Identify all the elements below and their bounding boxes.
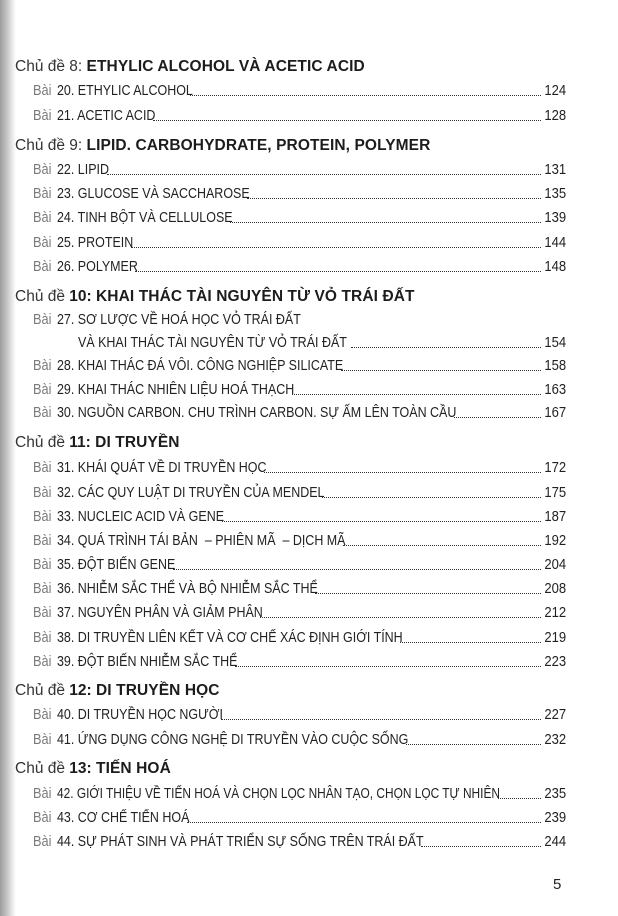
lesson-page: 239 <box>544 810 566 826</box>
lesson-prefix: Bài <box>33 259 52 275</box>
lesson-title: 36. NHIỄM SẮC THỂ VÀ BỘ NHIỄM SẮC THỂ <box>57 581 318 597</box>
leader-dots <box>247 198 541 199</box>
lesson-title: 32. CÁC QUY LUẬT DI TRUYỀN CỦA MENDEL <box>57 485 325 501</box>
section-number: 8: <box>69 58 83 75</box>
lesson-title: 24. TINH BỘT VÀ CELLULOSE <box>57 210 233 226</box>
toc-entry[interactable] <box>33 184 566 204</box>
lesson-page: 235 <box>544 786 566 802</box>
section-number: 9: <box>69 137 83 154</box>
lesson-page: 148 <box>544 259 566 275</box>
lesson-prefix: Bài <box>33 405 52 421</box>
lesson-title: 28. KHAI THÁC ĐÁ VÔI. CÔNG NGHIỆP SILICATE <box>57 358 344 374</box>
section-heading <box>15 681 220 701</box>
lesson-prefix: Bài <box>33 312 52 328</box>
toc-entry-continuation[interactable] <box>78 333 566 353</box>
section-heading <box>15 433 180 453</box>
toc-entry[interactable] <box>33 555 566 575</box>
toc-entry[interactable] <box>33 208 566 228</box>
section-heading <box>15 136 430 156</box>
toc-entry[interactable] <box>33 160 566 180</box>
lesson-page: 192 <box>544 533 566 549</box>
toc-entry[interactable] <box>33 81 566 101</box>
lesson-title: 30. NGUỒN CARBON. CHU TRÌNH CARBON. SỰ ẤM LÊN TOÀN CẦU <box>57 405 457 421</box>
lesson-prefix: Bài <box>33 732 52 748</box>
section-prefix: Chủ đề <box>15 434 65 451</box>
section-heading <box>15 287 415 307</box>
lesson-page: 227 <box>544 707 566 723</box>
toc-entry[interactable] <box>33 458 566 478</box>
leader-dots <box>107 174 541 175</box>
toc-entry[interactable] <box>33 380 566 400</box>
leader-dots <box>322 497 541 498</box>
lesson-prefix: Bài <box>33 581 52 597</box>
leader-dots <box>264 472 541 473</box>
leader-dots <box>343 545 541 546</box>
lesson-page: 223 <box>544 654 566 670</box>
section-prefix: Chủ đề <box>15 288 65 305</box>
leader-dots <box>135 271 540 272</box>
lesson-title: 22. LIPID <box>57 162 109 178</box>
leader-dots <box>221 719 541 720</box>
lesson-title: 41. ỨNG DỤNG CÔNG NGHỆ DI TRUYỀN VÀO CUỘC SỐNG <box>57 732 409 748</box>
leader-dots <box>406 744 541 745</box>
leader-dots <box>131 247 541 248</box>
lesson-page: 135 <box>544 186 566 202</box>
section-number: 10: <box>69 288 92 305</box>
lesson-title: 33. NUCLEIC ACID VÀ GENE <box>57 509 225 525</box>
lesson-prefix: Bài <box>33 83 52 99</box>
toc-entry[interactable] <box>33 403 566 423</box>
toc-entry[interactable] <box>33 310 566 330</box>
toc-entry[interactable] <box>33 730 566 750</box>
lesson-prefix: Bài <box>33 786 52 802</box>
lesson-page: 144 <box>544 235 566 251</box>
lesson-page: 219 <box>544 630 566 646</box>
leader-dots <box>454 417 541 418</box>
section-prefix: Chủ đề <box>15 760 65 777</box>
leader-dots <box>190 95 540 96</box>
lesson-title: 37. NGUYÊN PHÂN VÀ GIẢM PHÂN <box>57 605 263 621</box>
section-title: LIPID. CARBOHYDRATE, PROTEIN, POLYMER <box>86 137 431 154</box>
lesson-prefix: Bài <box>33 210 52 226</box>
lesson-prefix: Bài <box>33 605 52 621</box>
leader-dots <box>400 642 541 643</box>
lesson-page: 154 <box>544 335 566 351</box>
lesson-title: 26. POLYMER <box>57 259 138 275</box>
toc-entry[interactable] <box>33 808 566 828</box>
toc-entry[interactable] <box>33 106 566 126</box>
leader-dots <box>153 120 541 121</box>
lesson-prefix: Bài <box>33 485 52 501</box>
lesson-title: 39. ĐỘT BIẾN NHIỄM SẮC THỂ <box>57 654 238 670</box>
lesson-prefix: Bài <box>33 810 52 826</box>
lesson-title: 29. KHAI THÁC NHIÊN LIỆU HOÁ THẠCH <box>57 382 295 398</box>
section-title: DI TRUYỀN HỌC <box>96 682 220 699</box>
lesson-page: 244 <box>544 834 566 850</box>
lesson-title: 20. ETHYLIC ALCOHOL <box>57 83 193 99</box>
lesson-prefix: Bài <box>33 108 52 124</box>
lesson-title: 21. ACETIC ACID <box>57 108 156 124</box>
toc-entry[interactable] <box>33 832 566 852</box>
lesson-title-continued: VÀ KHAI THÁC TÀI NGUYÊN TỪ VỎ TRÁI ĐẤT <box>78 335 347 351</box>
section-heading <box>15 57 365 77</box>
lesson-page: 204 <box>544 557 566 573</box>
lesson-page: 187 <box>544 509 566 525</box>
lesson-title: 23. GLUCOSE VÀ SACCHAROSE <box>57 186 250 202</box>
lesson-page: 232 <box>544 732 566 748</box>
section-number: 13: <box>69 760 92 777</box>
toc-entry[interactable] <box>33 784 566 804</box>
lesson-prefix: Bài <box>33 654 52 670</box>
lesson-title: 38. DI TRUYỀN LIÊN KẾT VÀ CƠ CHẾ XÁC ĐỊNH GIỚI TÍNH <box>57 630 403 646</box>
section-title: ETHYLIC ALCOHOL VÀ ACETIC ACID <box>86 58 365 75</box>
toc-entry[interactable] <box>33 233 566 253</box>
section-title: KHAI THÁC TÀI NGUYÊN TỪ VỎ TRÁI ĐẤT <box>96 288 415 305</box>
section-number: 11: <box>69 434 91 451</box>
lesson-prefix: Bài <box>33 834 52 850</box>
lesson-title: 40. DI TRUYỀN HỌC NGƯỜI <box>57 707 223 723</box>
section-number: 12: <box>69 682 92 699</box>
lesson-title: 27. SƠ LƯỢC VỀ HOÁ HỌC VỎ TRÁI ĐẤT <box>57 312 301 328</box>
toc-entry[interactable] <box>33 531 566 551</box>
section-title: DI TRUYỀN <box>95 434 180 451</box>
lesson-prefix: Bài <box>33 557 52 573</box>
leader-dots <box>187 822 541 823</box>
lesson-page: 139 <box>544 210 566 226</box>
lesson-prefix: Bài <box>33 235 52 251</box>
toc-entry[interactable] <box>33 603 566 623</box>
lesson-prefix: Bài <box>33 707 52 723</box>
lesson-title: 42. GIỚI THIỆU VỀ TIẾN HOÁ VÀ CHỌN LỌC NHÂN TẠO, CHỌN LỌC TỰ NHIÊN <box>57 786 500 802</box>
leader-dots <box>292 394 541 395</box>
lesson-page: 175 <box>544 485 566 501</box>
section-prefix: Chủ đề <box>15 137 65 154</box>
leader-dots <box>173 569 541 570</box>
lesson-page: 172 <box>544 460 566 476</box>
lesson-title: 43. CƠ CHẾ TIẾN HOÁ <box>57 810 190 826</box>
lesson-prefix: Bài <box>33 358 52 374</box>
leader-dots <box>315 593 540 594</box>
lesson-page: 212 <box>544 605 566 621</box>
leader-dots <box>230 222 541 223</box>
lesson-prefix: Bài <box>33 162 52 178</box>
lesson-title: 34. QUÁ TRÌNH TÁI BẢN – PHIÊN MÃ – DỊCH MÃ <box>57 533 346 549</box>
toc-entry[interactable] <box>33 507 566 527</box>
section-heading <box>15 759 171 779</box>
leader-dots <box>341 370 541 371</box>
toc-entry[interactable] <box>33 652 566 672</box>
lesson-title: 44. SỰ PHÁT SINH VÀ PHÁT TRIỂN SỰ SỐNG TRÊN TRÁI ĐẤT <box>57 834 424 850</box>
lesson-prefix: Bài <box>33 533 52 549</box>
toc-entry[interactable] <box>33 483 566 503</box>
toc-entry[interactable] <box>33 579 566 599</box>
toc-entry[interactable] <box>33 257 566 277</box>
leader-dots <box>498 798 541 799</box>
lesson-prefix: Bài <box>33 186 52 202</box>
lesson-title: 25. PROTEIN <box>57 235 134 251</box>
lesson-page: 167 <box>544 405 566 421</box>
lesson-page: 128 <box>544 108 566 124</box>
leader-dots <box>222 521 541 522</box>
lesson-prefix: Bài <box>33 382 52 398</box>
toc-entry[interactable] <box>33 356 566 376</box>
lesson-title: 35. ĐỘT BIẾN GENE <box>57 557 176 573</box>
section-prefix: Chủ đề <box>15 682 65 699</box>
lesson-title: 31. KHÁI QUÁT VỀ DI TRUYỀN HỌC <box>57 460 267 476</box>
page-number: 5 <box>553 876 562 893</box>
section-title: TIẾN HOÁ <box>96 760 171 777</box>
section-prefix: Chủ đề <box>15 58 65 75</box>
lesson-prefix: Bài <box>33 630 52 646</box>
leader-dots <box>421 846 541 847</box>
lesson-prefix: Bài <box>33 460 52 476</box>
lesson-page: 124 <box>544 83 566 99</box>
toc-entry[interactable] <box>33 705 566 725</box>
toc-entry[interactable] <box>33 628 566 648</box>
leader-dots <box>351 347 541 348</box>
lesson-prefix: Bài <box>33 509 52 525</box>
lesson-page: 163 <box>544 382 566 398</box>
leader-dots <box>260 617 540 618</box>
lesson-page: 131 <box>544 162 566 178</box>
lesson-page: 158 <box>544 358 566 374</box>
lesson-page: 208 <box>544 581 566 597</box>
leader-dots <box>235 666 541 667</box>
